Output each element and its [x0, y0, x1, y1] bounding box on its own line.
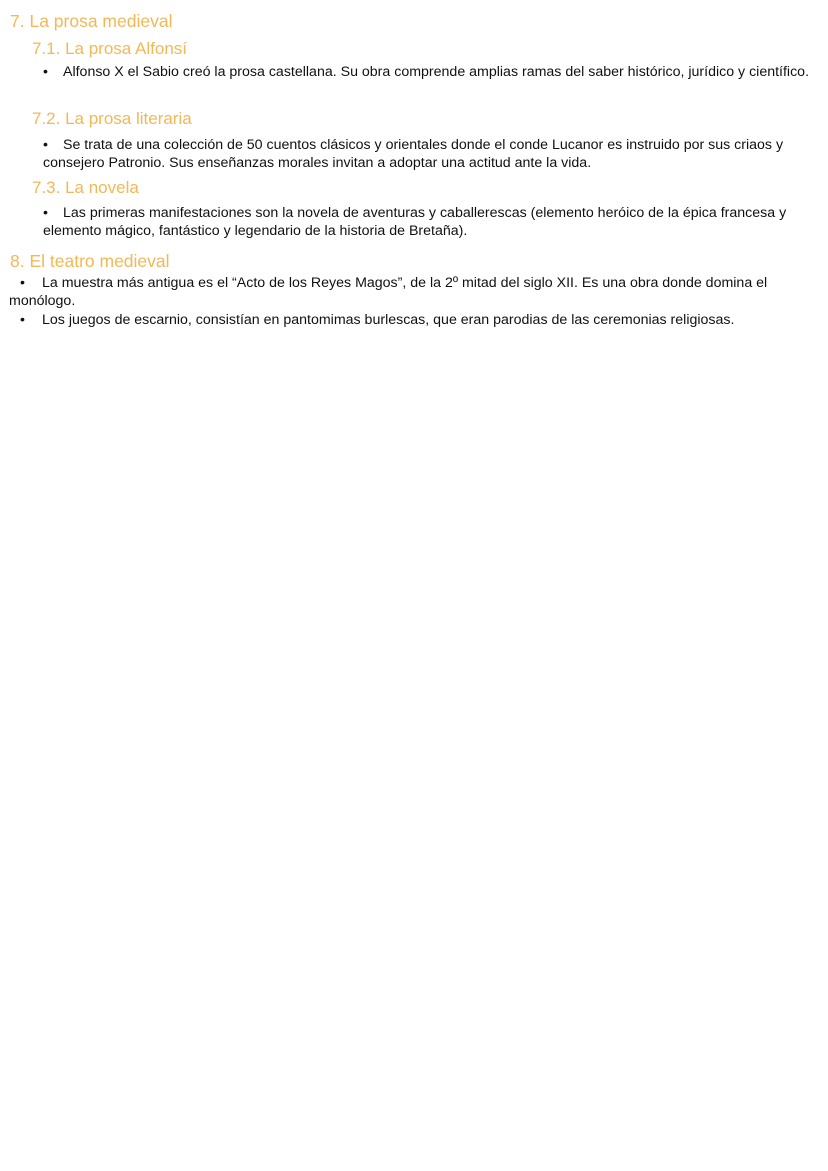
list-item — [43, 204, 818, 240]
list-item — [9, 311, 818, 329]
list-item-text: Se trata de una colección de 50 cuentos clásicos y orientales donde el conde Lucanor es instruido por sus criaos y consejero Patronio. Sus enseñanzas morales invitan a adoptar una actitud ante la vida. — [43, 137, 784, 171]
subsection-heading-novela: 7.3. La novela — [32, 178, 139, 197]
bullet-icon: • — [43, 205, 48, 221]
list-item-text: Las primeras manifestaciones son la novela de aventuras y caballerescas (elemento heróico de la épica francesa y elemento mágico, fantástico y legendario de la historia de Bretaña). — [43, 205, 787, 239]
list-item — [9, 274, 818, 310]
section-heading-teatro-medieval: 8. El teatro medieval — [10, 251, 170, 271]
subsection-heading-prosa-literaria: 7.2. La prosa literaria — [32, 109, 192, 128]
list-item-text: Alfonso X el Sabio creó la prosa castellana. Su obra comprende amplias ramas del saber histórico, jurídico y científico. — [63, 64, 810, 80]
bullet-icon: • — [43, 64, 48, 80]
list-item — [43, 136, 818, 172]
bullet-icon: • — [20, 312, 25, 328]
subsection-heading-prosa-alfonsi: 7.1. La prosa Alfonsí — [32, 39, 187, 58]
section-heading-prosa-medieval: 7. La prosa medieval — [10, 11, 173, 31]
bullet-icon: • — [20, 275, 25, 291]
bullet-icon: • — [43, 137, 48, 153]
list-item-text: La muestra más antigua es el “Acto de los Reyes Magos”, de la 2º mitad del siglo XII. Es una obra donde domina el monólogo. — [9, 275, 768, 309]
list-item — [43, 63, 818, 81]
list-item-text: Los juegos de escarnio, consistían en pantomimas burlescas, que eran parodias de las ceremonias religiosas. — [42, 312, 735, 328]
